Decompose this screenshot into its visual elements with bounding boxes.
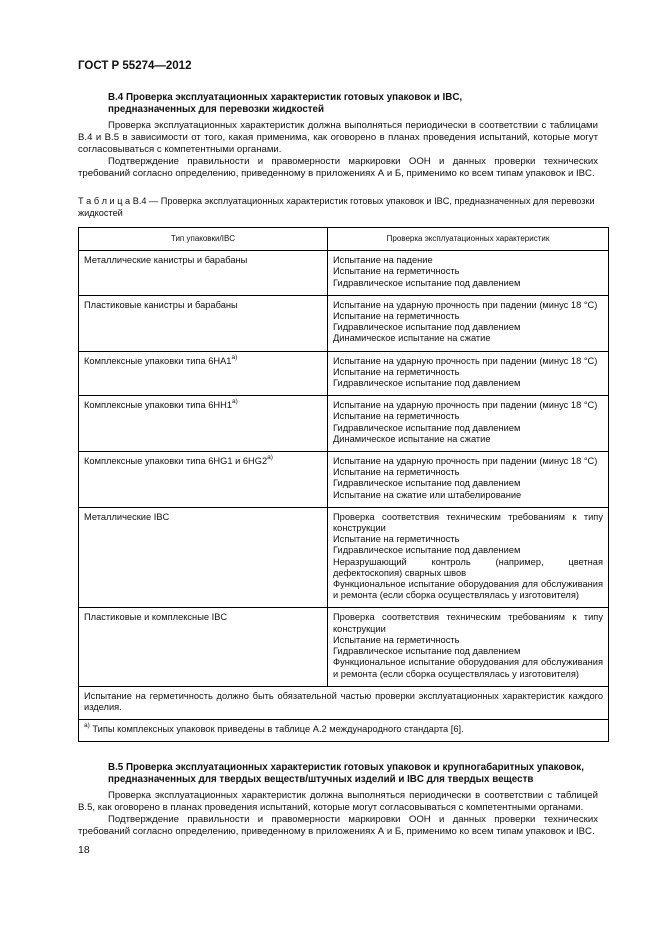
check-item: Гидравлическое испытание под давлением	[333, 322, 521, 333]
checks-list	[333, 255, 603, 289]
footnote-ref: a)	[231, 353, 238, 361]
package-type: Пластиковые канистры и барабаны	[84, 299, 238, 310]
checks-cell	[328, 396, 609, 452]
package-type: Комплексные упаковки типа 6НА1	[84, 355, 232, 366]
footnote-mark: a)	[84, 722, 90, 730]
checks-list	[333, 456, 603, 501]
check-item: Гидравлическое испытание под давлением	[333, 422, 521, 433]
checks-cell	[328, 295, 609, 351]
column-header-type: Тип упаковки/IBC	[79, 228, 328, 251]
package-type-cell	[79, 608, 328, 686]
check-item: Гидравлическое испытание под давлением	[333, 545, 521, 556]
package-type: Металлические канистры и барабаны	[84, 255, 248, 266]
checks-cell	[328, 452, 609, 508]
check-item: Испытание на герметичность	[333, 634, 460, 645]
check-item: Гидравлическое испытание под давлением	[333, 478, 521, 489]
check-item: Динамическое испытание на сжатие	[333, 333, 491, 344]
check-item: Испытание на ударную прочность при падении (минус 18 °C)	[333, 400, 598, 411]
table-header-row	[79, 228, 609, 251]
section-b4-paragraph-2: Подтверждение правильности и правомерности маркировки ООН и данных проверки технических требований согласно определению, приведенному в приложениях А и Б, применимо ко всем типам упаковок и IBC.	[78, 156, 598, 180]
table-body	[79, 251, 609, 687]
check-item: Гидравлическое испытание под давлением	[333, 378, 521, 389]
check-item: Динамическое испытание на сжатие	[333, 433, 491, 444]
check-item: Гидравлическое испытание под давлением	[333, 277, 521, 288]
check-item: Испытание на ударную прочность при падении (минус 18 °C)	[333, 355, 598, 366]
footnote-ref: a)	[231, 398, 238, 406]
check-item: Испытание на ударную прочность при падении (минус 18 °C)	[333, 456, 598, 467]
check-item: Испытание на герметичность	[333, 534, 460, 545]
check-item: Функциональное испытание оборудования для обслуживания и ремонта (если сборка осуществлялась у изготовителя)	[333, 579, 603, 601]
table-row	[79, 251, 609, 296]
checks-list	[333, 400, 603, 445]
standard-header: ГОСТ Р 55274—2012	[78, 60, 192, 72]
table-note-row	[79, 686, 609, 719]
section-b5-paragraph-1: Проверка эксплуатационных характеристик должна выполняться периодически в соответствии с таблицей В.5, как оговорено в планах проведения испытаний, которые могут согласовываться с компетентными органами.	[78, 790, 598, 814]
check-item: Испытание на герметичность	[333, 266, 460, 277]
table-row	[79, 507, 609, 608]
checks-list	[333, 512, 603, 602]
table-caption: Т а б л и ц а В.4 — Проверка эксплуатационных характеристик готовых упаковок и IBC, предназначенных для перевозки жидкостей	[78, 196, 595, 218]
check-item: Испытание на сжатие или штабелирование	[333, 489, 522, 500]
section-b4	[78, 92, 598, 180]
checks-cell	[328, 507, 609, 608]
package-type-cell	[79, 507, 328, 608]
table-note: Испытание на герметичность должно быть обязательной частью проверки эксплуатационных характеристик каждого изделия.	[79, 686, 609, 719]
check-item: Испытание на герметичность	[333, 366, 460, 377]
check-item: Проверка соответствия техническим требованиям к типу конструкции	[333, 612, 603, 634]
page-number: 18	[78, 844, 90, 856]
checks-list	[333, 612, 603, 679]
checks-cell	[328, 351, 609, 396]
checks-cell	[328, 608, 609, 686]
section-b5	[78, 762, 598, 838]
check-item: Испытание на ударную прочность при падении (минус 18 °C)	[333, 299, 598, 310]
check-item: Испытание на герметичность	[333, 311, 460, 322]
checks-cell	[328, 251, 609, 296]
table-row	[79, 396, 609, 452]
column-header-checks: Проверка эксплуатационных характеристик	[328, 228, 609, 251]
check-item: Проверка соответствия техническим требованиям к типу конструкции	[333, 511, 603, 534]
section-b4-heading: В.4 Проверка эксплуатационных характеристик готовых упаковок и IBC, предназначенных для перевозки жидкостей	[108, 92, 463, 116]
package-type: Пластиковые и комплексные IBC	[84, 612, 228, 623]
table-row	[79, 452, 609, 508]
check-item: Испытание на герметичность	[333, 411, 460, 422]
checks-list	[333, 356, 603, 390]
section-b5-paragraph-2: Подтверждение правильности и правомерности маркировки ООН и данных проверки технических требований согласно определению, приведенному в приложениях А и Б, применимо ко всем типам упаковок и IBC.	[78, 814, 598, 838]
check-item: Гидравлическое испытание под давлением	[333, 646, 521, 657]
check-item: Испытание на падение	[333, 255, 433, 266]
table-footnote-row	[79, 720, 609, 742]
check-item: Функциональное испытание оборудования для обслуживания и ремонта (если сборка осуществлялась у изготовителя)	[333, 657, 603, 679]
footnote-text: Типы комплексных упаковок приведены в таблице А.2 международного стандарта [6].	[92, 724, 464, 735]
package-type-cell	[79, 452, 328, 508]
checks-list	[333, 300, 603, 345]
package-type: Комплексные упаковки типа 6HG1 и 6HG2	[84, 456, 268, 467]
table-footnote	[79, 720, 609, 742]
package-type-cell	[79, 251, 328, 296]
package-type: Комплексные упаковки типа 6НН1	[84, 400, 232, 411]
package-type-cell	[79, 295, 328, 351]
table-row	[79, 351, 609, 396]
check-item: Испытание на герметичность	[333, 467, 460, 478]
table-row	[79, 608, 609, 686]
package-type: Металлические IBC	[84, 511, 170, 522]
package-type-cell	[79, 351, 328, 396]
table-b4	[78, 227, 609, 742]
check-item: Неразрушающий контроль (например, цветная дефектоскопия) сварных швов	[333, 556, 603, 578]
table-row	[79, 295, 609, 351]
package-type-cell	[79, 396, 328, 452]
section-b5-heading: В.5 Проверка эксплуатационных характеристик готовых упаковок и крупногабаритных упаковок, предназначенных для твердых веществ/штучных изделий и IBC для твердых веществ	[108, 762, 584, 786]
section-b4-paragraph-1: Проверка эксплуатационных характеристик должна выполняться периодически в соответствии с таблицами В.4 и В.5 в зависимости от того, какая применима, как оговорено в планах проведения испытаний, которые могут согласовываться с компетентными органами.	[78, 120, 598, 156]
footnote-ref: a)	[267, 453, 273, 461]
